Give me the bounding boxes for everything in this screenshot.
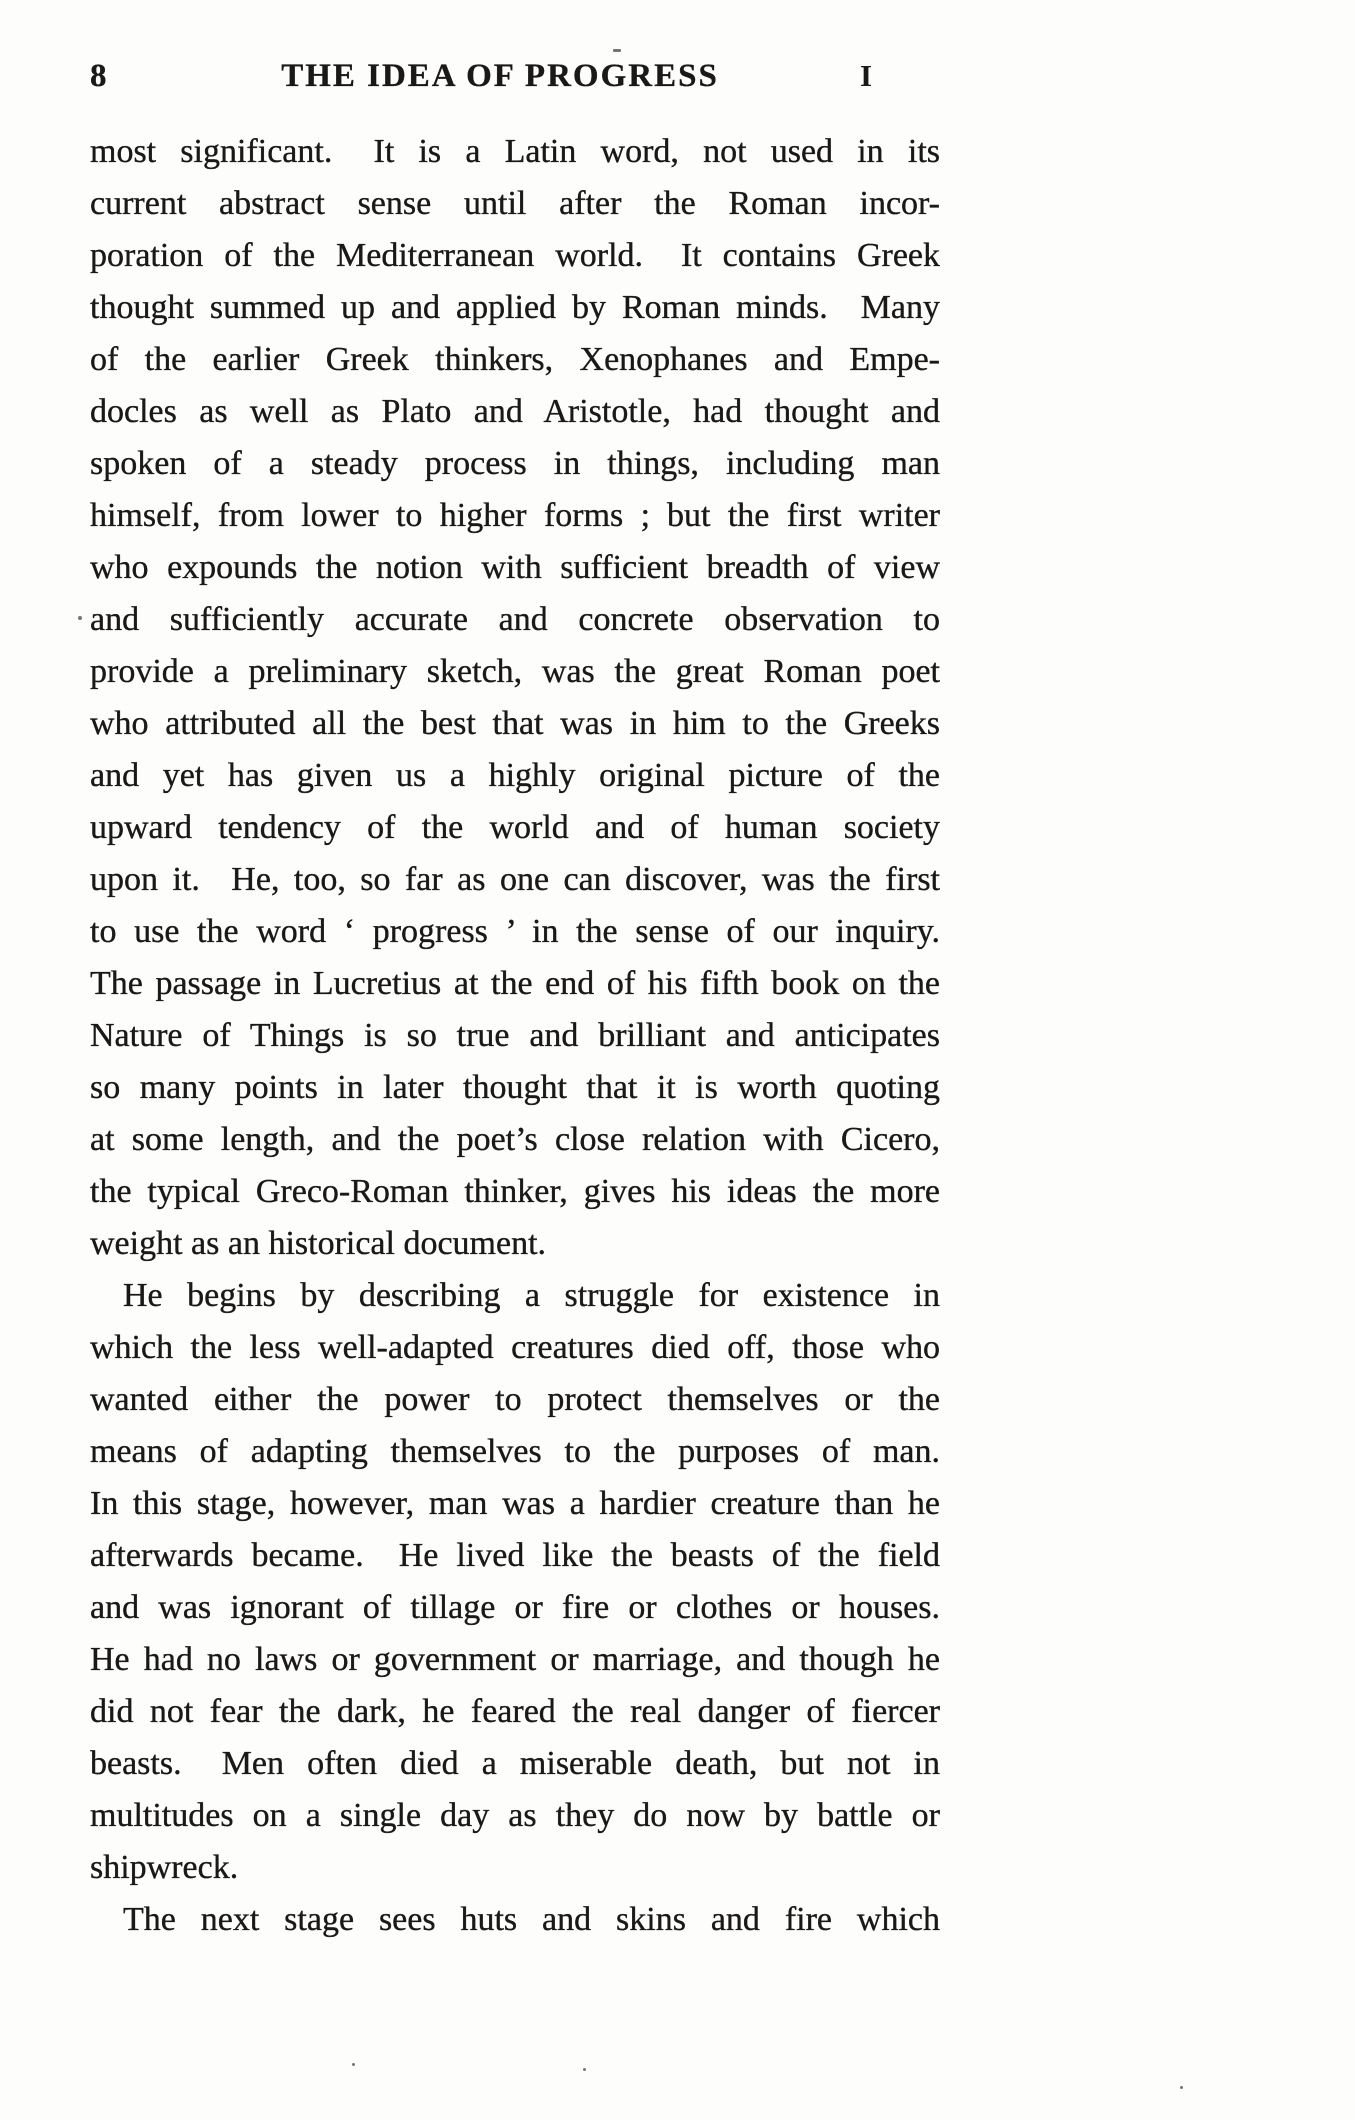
text-line: docles as well as Plato and Aristotle, had thought and (90, 393, 940, 430)
text-line: poration of the Mediterranean world. It contains Greek (90, 237, 940, 274)
text-line: beasts. Men often died a miserable death, but not in (90, 1745, 940, 1782)
text-line: In this stage, however, man was a hardier creature than he (90, 1485, 940, 1522)
text-line: of the earlier Greek thinkers, Xenophanes and Empe- (90, 341, 940, 378)
scan-speck (352, 2063, 355, 2066)
text-line: who attributed all the best that was in him to the Greeks (90, 705, 940, 742)
text-line: Nature of Things is so true and brilliant and anticipates (90, 1017, 940, 1054)
text-line: means of adapting themselves to the purposes of man. (90, 1433, 940, 1470)
text-line: He had no laws or government or marriage, and though he (90, 1641, 940, 1678)
text-line: and was ignorant of tillage or fire or clothes or houses. (90, 1589, 940, 1626)
text-line: multitudes on a single day as they do now by battle or (90, 1797, 940, 1834)
text-line: afterwards became. He lived like the beasts of the field (90, 1537, 940, 1574)
text-line: shipwreck. (90, 1849, 239, 1886)
page-number: 8 (90, 58, 108, 94)
text-line: so many points in later thought that it is worth quoting (90, 1069, 940, 1106)
text-line: which the less well-adapted creatures died off, those who (90, 1329, 940, 1366)
scan-speck (1180, 2086, 1183, 2089)
scan-speck (583, 2068, 586, 2071)
chapter-numeral: I (860, 58, 873, 93)
text-line: to use the word ‘ progress ’ in the sense of our inquiry. (90, 913, 940, 950)
text-line: thought summed up and applied by Roman minds. Many (90, 289, 940, 326)
text-line: upon it. He, too, so far as one can discover, was the first (90, 861, 940, 898)
text-line: at some length, and the poet’s close relation with Cicero, (90, 1121, 940, 1158)
text-line: spoken of a steady process in things, including man (90, 445, 940, 482)
text-line: wanted either the power to protect themselves or the (90, 1381, 940, 1418)
scan-speck (613, 49, 621, 52)
text-line: upward tendency of the world and of human society (90, 809, 940, 846)
text-line: The passage in Lucretius at the end of his fifth book on the (90, 965, 940, 1002)
text-line: most significant. It is a Latin word, not used in its (90, 133, 940, 170)
text-line: and sufficiently accurate and concrete observation to (90, 601, 940, 638)
text-line: provide a preliminary sketch, was the great Roman poet (90, 653, 940, 690)
text-line: who expounds the notion with sufficient breadth of view (90, 549, 940, 586)
text-line: the typical Greco-Roman thinker, gives his ideas the more (90, 1173, 940, 1210)
text-line: himself, from lower to higher forms ; but the first writer (90, 497, 940, 534)
running-title: THE IDEA OF PROGRESS (281, 58, 719, 94)
running-header (90, 58, 940, 95)
text-line: He begins by describing a struggle for existence in (123, 1277, 940, 1314)
text-line: current abstract sense until after the Roman incor- (90, 185, 940, 222)
body-text (90, 126, 940, 1946)
text-line: and yet has given us a highly original picture of the (90, 757, 940, 794)
text-line: did not fear the dark, he feared the real danger of fiercer (90, 1693, 940, 1730)
scan-speck (78, 616, 82, 620)
text-line: weight as an historical document. (90, 1225, 547, 1262)
text-line: The next stage sees huts and skins and fire which (123, 1901, 940, 1938)
